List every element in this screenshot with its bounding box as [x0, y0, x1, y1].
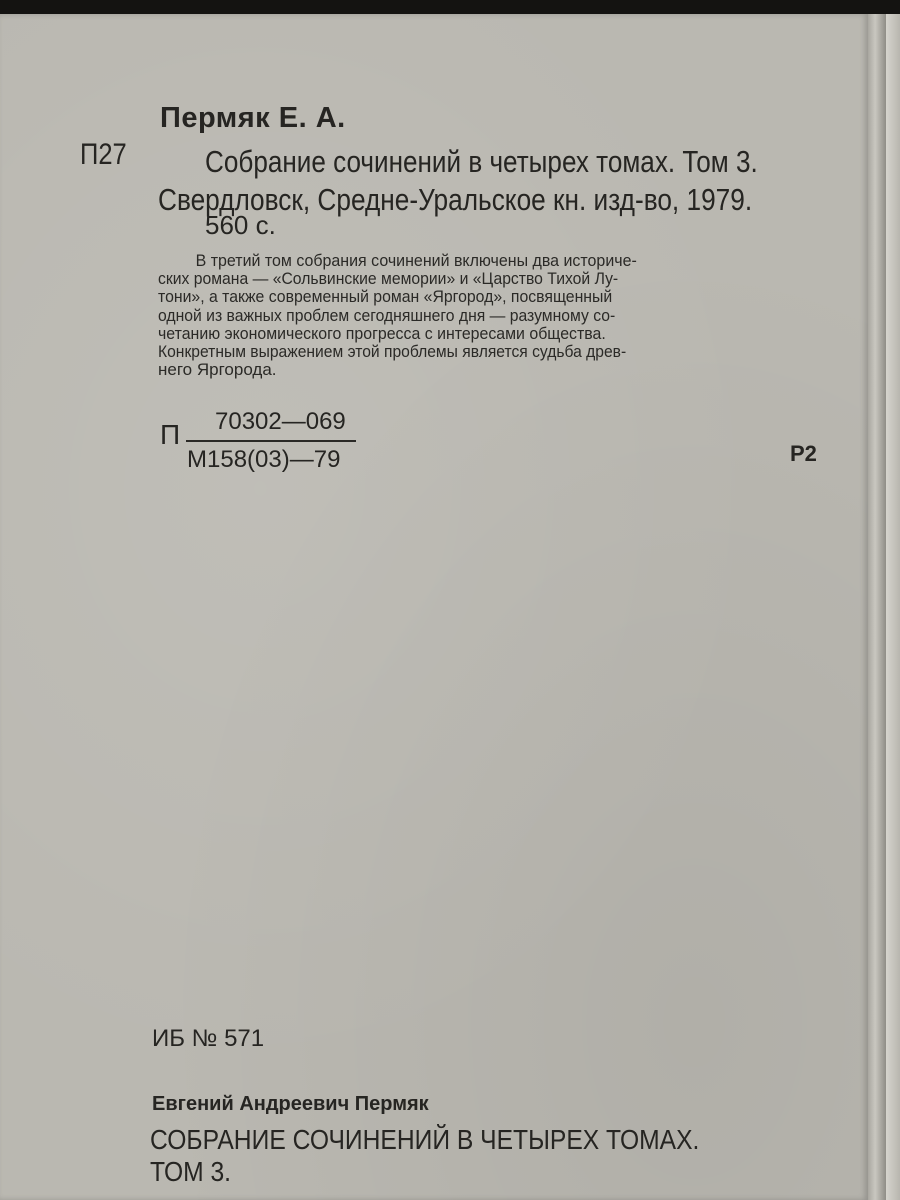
- annotation-line: одной из важных проблем сегодняшнего дня — разумному со-: [158, 305, 616, 325]
- annotation-line: ских романа — «Сольвинские мемории» и «Царство Тихой Лу-: [158, 269, 619, 289]
- page-edge: [868, 14, 886, 1200]
- annotation-line: него Яргорода.: [158, 360, 277, 380]
- annotation-line: Конкретным выражением этой проблемы является судьба древ-: [158, 342, 627, 362]
- classification-code: Р2: [790, 441, 817, 466]
- catalog-numerator: 70302—069: [215, 408, 346, 435]
- author-name: Пермяк Е. А.: [160, 102, 346, 134]
- library-code: П27: [80, 138, 127, 171]
- catalog-denominator: М158(03)—79: [187, 446, 341, 473]
- catalog-letter: П: [160, 419, 181, 450]
- book-title-line: Собрание сочинений в четырех томах. Том 3.: [205, 144, 758, 179]
- volume-caps: ТОМ 3.: [150, 1156, 232, 1187]
- annotation-line: тони», а также современный роман «Яргород», посвященный: [158, 287, 613, 307]
- fraction-bar: [186, 440, 356, 442]
- annotation-text: [158, 252, 826, 379]
- annotation-line: В третий том собрания сочинений включены два историче-: [195, 251, 637, 270]
- page-edge-right: [886, 14, 900, 1200]
- imprint-line: Свердловск, Средне-Уральское кн. изд-во, 1979.: [158, 182, 753, 217]
- author-full-name: Евгений Андреевич Пермяк: [152, 1093, 429, 1115]
- annotation-line: четанию экономического прогресса с интересами общества.: [158, 323, 606, 343]
- ib-number: ИБ № 571: [152, 1025, 265, 1052]
- page-count: 560 с.: [205, 210, 276, 240]
- book-title-caps: СОБРАНИЕ СОЧИНЕНИЙ В ЧЕТЫРЕХ ТОМАХ.: [150, 1124, 700, 1155]
